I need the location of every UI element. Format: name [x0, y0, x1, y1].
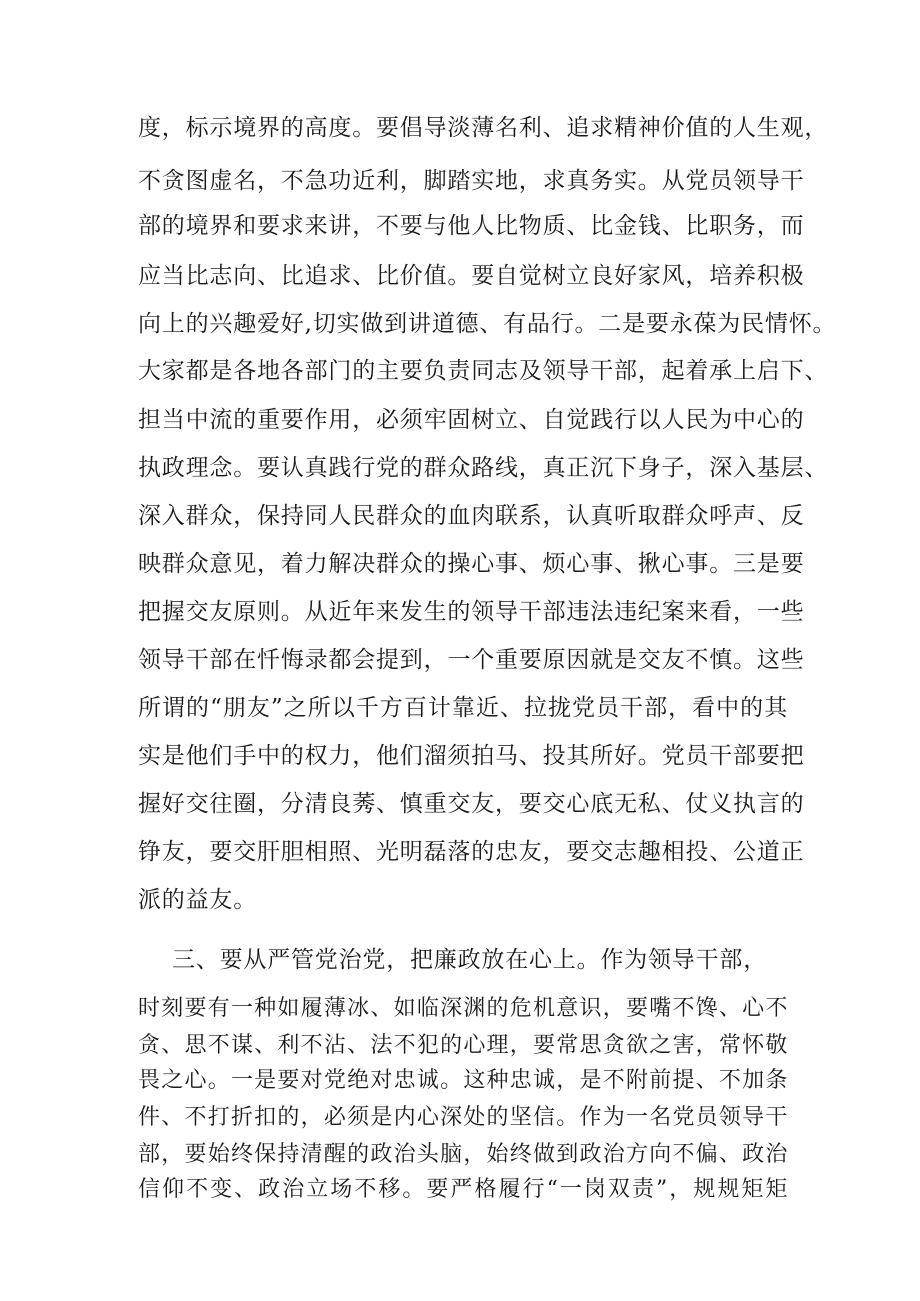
paragraph-line: 信仰不变、政治立场不移。要严格履行“一岗双责”，规规矩矩	[138, 1177, 788, 1202]
paragraph-line: 领导干部在忏悔录都会提到，一个重要原因就是交友不慎。这些	[138, 647, 805, 673]
paragraph-line: 深入群众，保持同人民群众的血肉联系，认真听取群众呼声、反	[138, 503, 805, 529]
paragraph-line: 时刻要有一种如履薄冰、如临深渊的危机意识，要嘴不馋、心不	[138, 996, 788, 1021]
paragraph-line: 映群众意见，着力解决群众的操心事、烦心事、揪心事。三是要	[138, 551, 805, 577]
paragraph-line: 应当比志向、比追求、比价值。要自觉树立良好家风，培养积极	[138, 263, 805, 289]
paragraph-line: 所谓的“朋友”之所以千方百计靠近、拉拢党员干部，看中的其	[138, 695, 788, 721]
paragraph-line: 执政理念。要认真践行党的群众路线，真正沉下身子，深入基层、	[138, 455, 829, 481]
paragraph-line: 畏之心。一是要对党绝对忠诚。这种忠诚，是不附前提、不加条	[138, 1068, 788, 1093]
paragraph-line: 向上的兴趣爱好,切实做到讲道德、有品行。二是要永葆为民情怀。	[138, 311, 837, 337]
paragraph-line: 件、不打折扣的，必须是内心深处的坚信。作为一名党员领导干	[138, 1105, 788, 1130]
paragraph-line: 部，要始终保持清醒的政治头脑，始终做到政治方向不偏、政治	[138, 1142, 788, 1167]
paragraph-line: 大家都是各地各部门的主要负责同志及领导干部，起着承上启下、	[138, 358, 829, 384]
section-heading: 三、要从严管党治党，把廉政放在心上。作为领导干部，	[172, 947, 767, 973]
paragraph-line: 贪、思不谋、利不沾、法不犯的心理，要常思贪欲之害，常怀敬	[138, 1033, 788, 1058]
paragraph-line: 派的益友。	[138, 887, 257, 913]
paragraph-line: 度，标示境界的高度。要倡导淡薄名利、追求精神价值的人生观，	[138, 115, 829, 141]
paragraph-line: 握好交往圈，分清良莠、慎重交友，要交心底无私、仗义执言的	[138, 791, 805, 817]
paragraph-line: 不贪图虚名，不急功近利，脚踏实地，求真务实。从党员领导干	[138, 168, 805, 194]
paragraph-line: 担当中流的重要作用，必须牢固树立、自觉践行以人民为中心的	[138, 407, 805, 433]
paragraph-line: 铮友，要交肝胆相照、光明磊落的忠友，要交志趣相投、公道正	[138, 839, 805, 865]
paragraph-line: 实是他们手中的权力，他们溜须拍马、投其所好。党员干部要把	[138, 743, 805, 769]
paragraph-line: 部的境界和要求来讲，不要与他人比物质、比金钱、比职务，而	[138, 213, 805, 239]
paragraph-line: 把握交友原则。从近年来发生的领导干部违法违纪案来看，一些	[138, 599, 805, 625]
